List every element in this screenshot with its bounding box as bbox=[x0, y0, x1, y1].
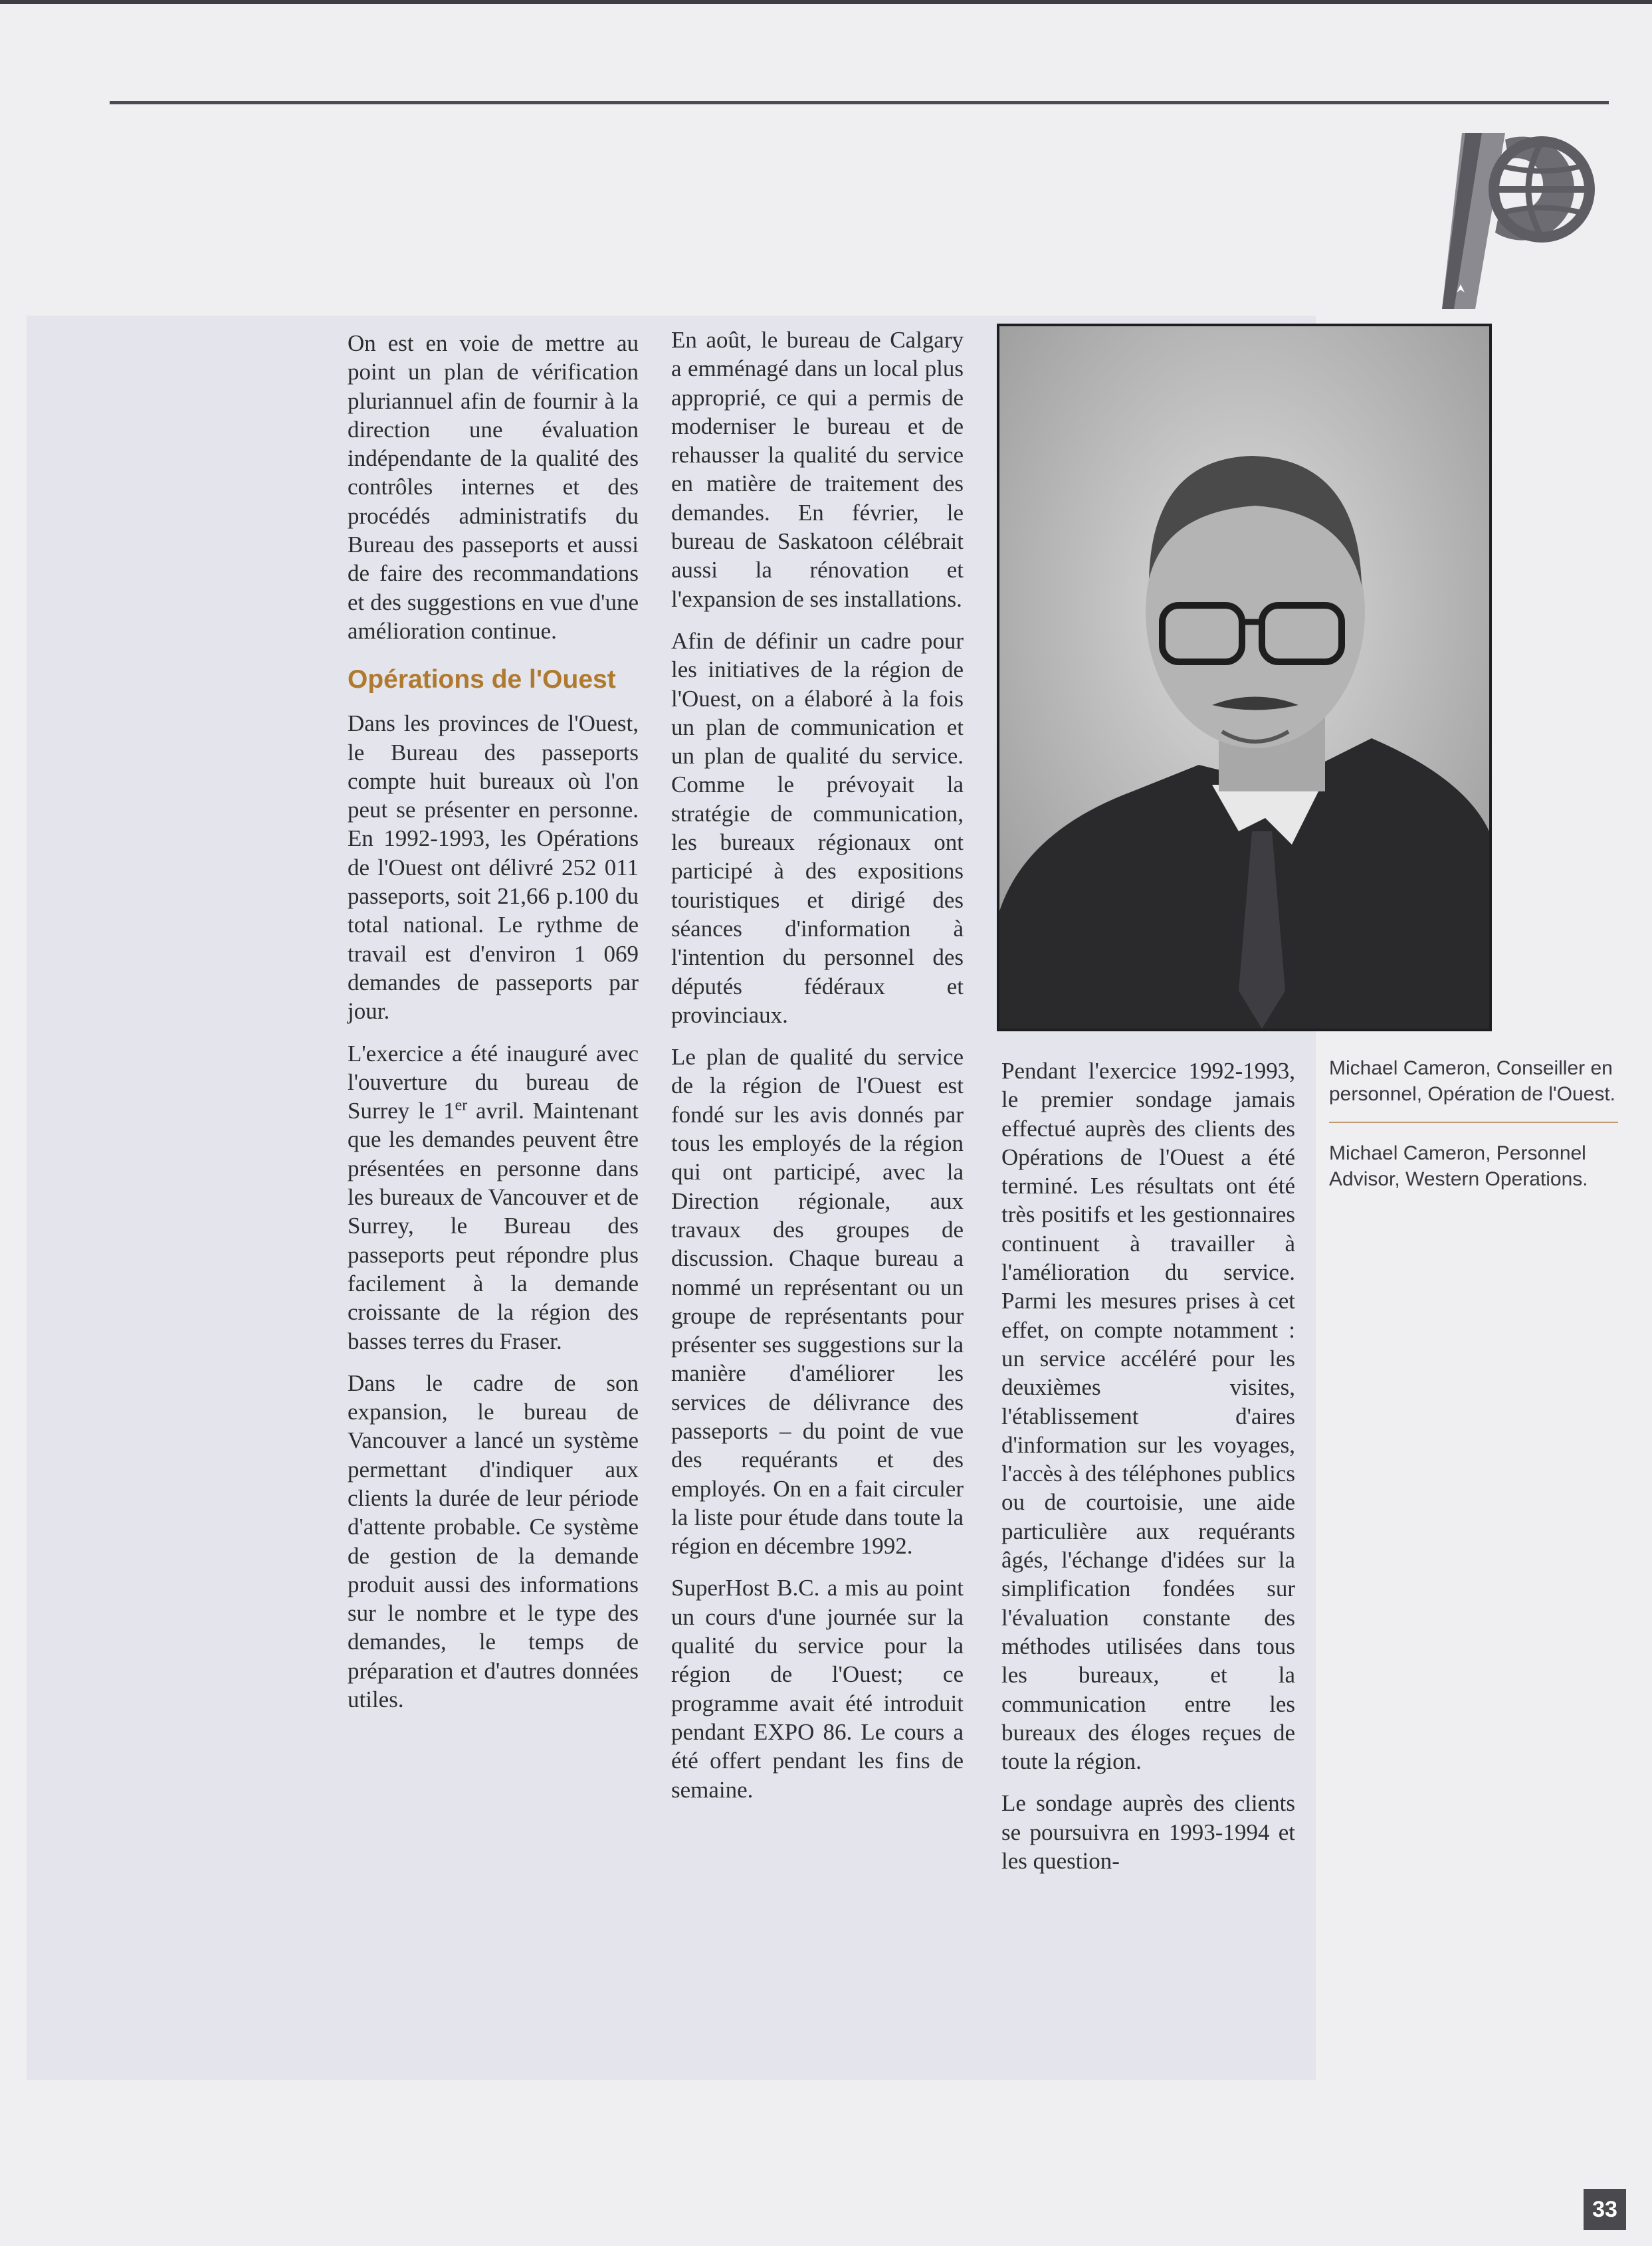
caption-divider bbox=[1329, 1122, 1618, 1123]
paragraph: En août, le bureau de Calgary a emménagé dans un local plus approprié, ce qui a permis de moderniser le bureau et de rehausser la qualité du service en matière de traitement des demandes. En février, le bureau de Saskatoon célébrait aussi la rénovation et l'expansion de ses installations. bbox=[671, 327, 964, 612]
paragraph: Le plan de qualité du service de la région de l'Ouest est fondé sur les avis donnés par tous les employés de la région qui ont participé, avec la Direction régionale, aux travaux des groupes de discussion. Chaque bureau a nommé un représentant ou un groupe de représentants pour présenter ses suggestions sur la manière d'améliorer les services de délivrance des passeports – du point de vue des requérants et des employés. On en a fait circuler la liste pour étude dans toute la région en décembre 1992. bbox=[671, 1044, 964, 1560]
header-rule bbox=[110, 101, 1609, 104]
paragraph: Afin de définir un cadre pour les initiatives de la région de l'Ouest, on a élaboré à la fois un plan de communication et un plan de qualité du service. Comme le prévoyait la stratégie de communication, les bureaux régionaux ont participé à des expositions touristiques et dirigé des séances d'information à l'intention du personnel des députés fédéraux et provinciaux. bbox=[671, 627, 964, 1028]
paragraph: SuperHost B.C. a mis au point un cours d'une journée sur la qualité du service pour la région de l'Ouest; ce programme avait été introduit pendant EXPO 86. Le cours a été offert pendant les fins de semaine. bbox=[671, 1575, 964, 1803]
section-heading: Opérations de l'Ouest bbox=[348, 665, 616, 694]
text-column-3 bbox=[1001, 1057, 1295, 1889]
paragraph-text: avril. Maintenant que les demandes peuvent être présentées en personne dans les bureaux de Vancouver et de Surrey, le Bureau des passeports peut répondre plus facilement à la demande croissante de la région des basses terres du Fraser. bbox=[348, 1098, 639, 1354]
text-column-2 bbox=[671, 326, 964, 1817]
paragraph: On est en voie de mettre au point un plan de vérification pluriannuel afin de fournir à la direction une évaluation indépendante de la qualité des contrôles internes et des procédés administratifs du Bureau des passeports et aussi de faire des recommandations et des suggestions en vue d'une amélioration continue. bbox=[348, 330, 639, 644]
caption-english: Michael Cameron, Personnel Advisor, Western Operations. bbox=[1329, 1142, 1588, 1190]
portrait-photo bbox=[997, 324, 1492, 1031]
paragraph bbox=[348, 1039, 639, 1356]
paragraph: Pendant l'exercice 1992-1993, le premier sondage jamais effectué auprès des clients des Opérations de l'Ouest a été terminé. Les résultats ont été très positifs et les gestionnaires continuent à travailler à l'amélioration du service. Parmi les mesures prises à cet effet, on compte notamment : un service accéléré pour les deuxièmes visites, l'établissement d'aires d'information sur les voyages, l'accès à des téléphones publics ou de courtoisie, une aide particulière aux requérants âgés, l'échange d'idées sur la simplification fondées sur l'évaluation constante des méthodes utilisées dans tous les bureaux, et la communication entre les bureaux des éloges reçues de toute la région. bbox=[1001, 1058, 1295, 1775]
paragraph: Le sondage auprès des clients se poursuivra en 1993-1994 et les question- bbox=[1001, 1790, 1295, 1875]
passport-globe-logo bbox=[1442, 133, 1601, 312]
photo-caption bbox=[1329, 1055, 1618, 1192]
superscript: er bbox=[455, 1096, 468, 1114]
paragraph: Dans le cadre de son expansion, le bureau de Vancouver a lancé un système permettant d'indiquer aux clients la durée de leur période d'attente probable. Ce système de gestion de la demande produit aussi des informations sur le nombre et le type des demandes, le temps de préparation et d'autres données utiles. bbox=[348, 1370, 639, 1713]
paragraph: Dans les provinces de l'Ouest, le Bureau des passeports compte huit bureaux où l'on peut se présenter en personne. En 1992-1993, les Opérations de l'Ouest ont délivré 252 011 passeports, soit 21,66 p.100 du total national. Le rythme de travail est d'environ 1 069 demandes de passeports par jour. bbox=[348, 710, 639, 1025]
text-column-1 bbox=[348, 329, 639, 1727]
top-border bbox=[0, 0, 1652, 4]
caption-french: Michael Cameron, Conseiller en personnel, Opération de l'Ouest. bbox=[1329, 1057, 1615, 1105]
page-number: 33 bbox=[1584, 2189, 1626, 2230]
paragraph-text: L'exercice a été inauguré avec l'ouverture du bureau de Surrey le 1 bbox=[348, 1040, 639, 1124]
